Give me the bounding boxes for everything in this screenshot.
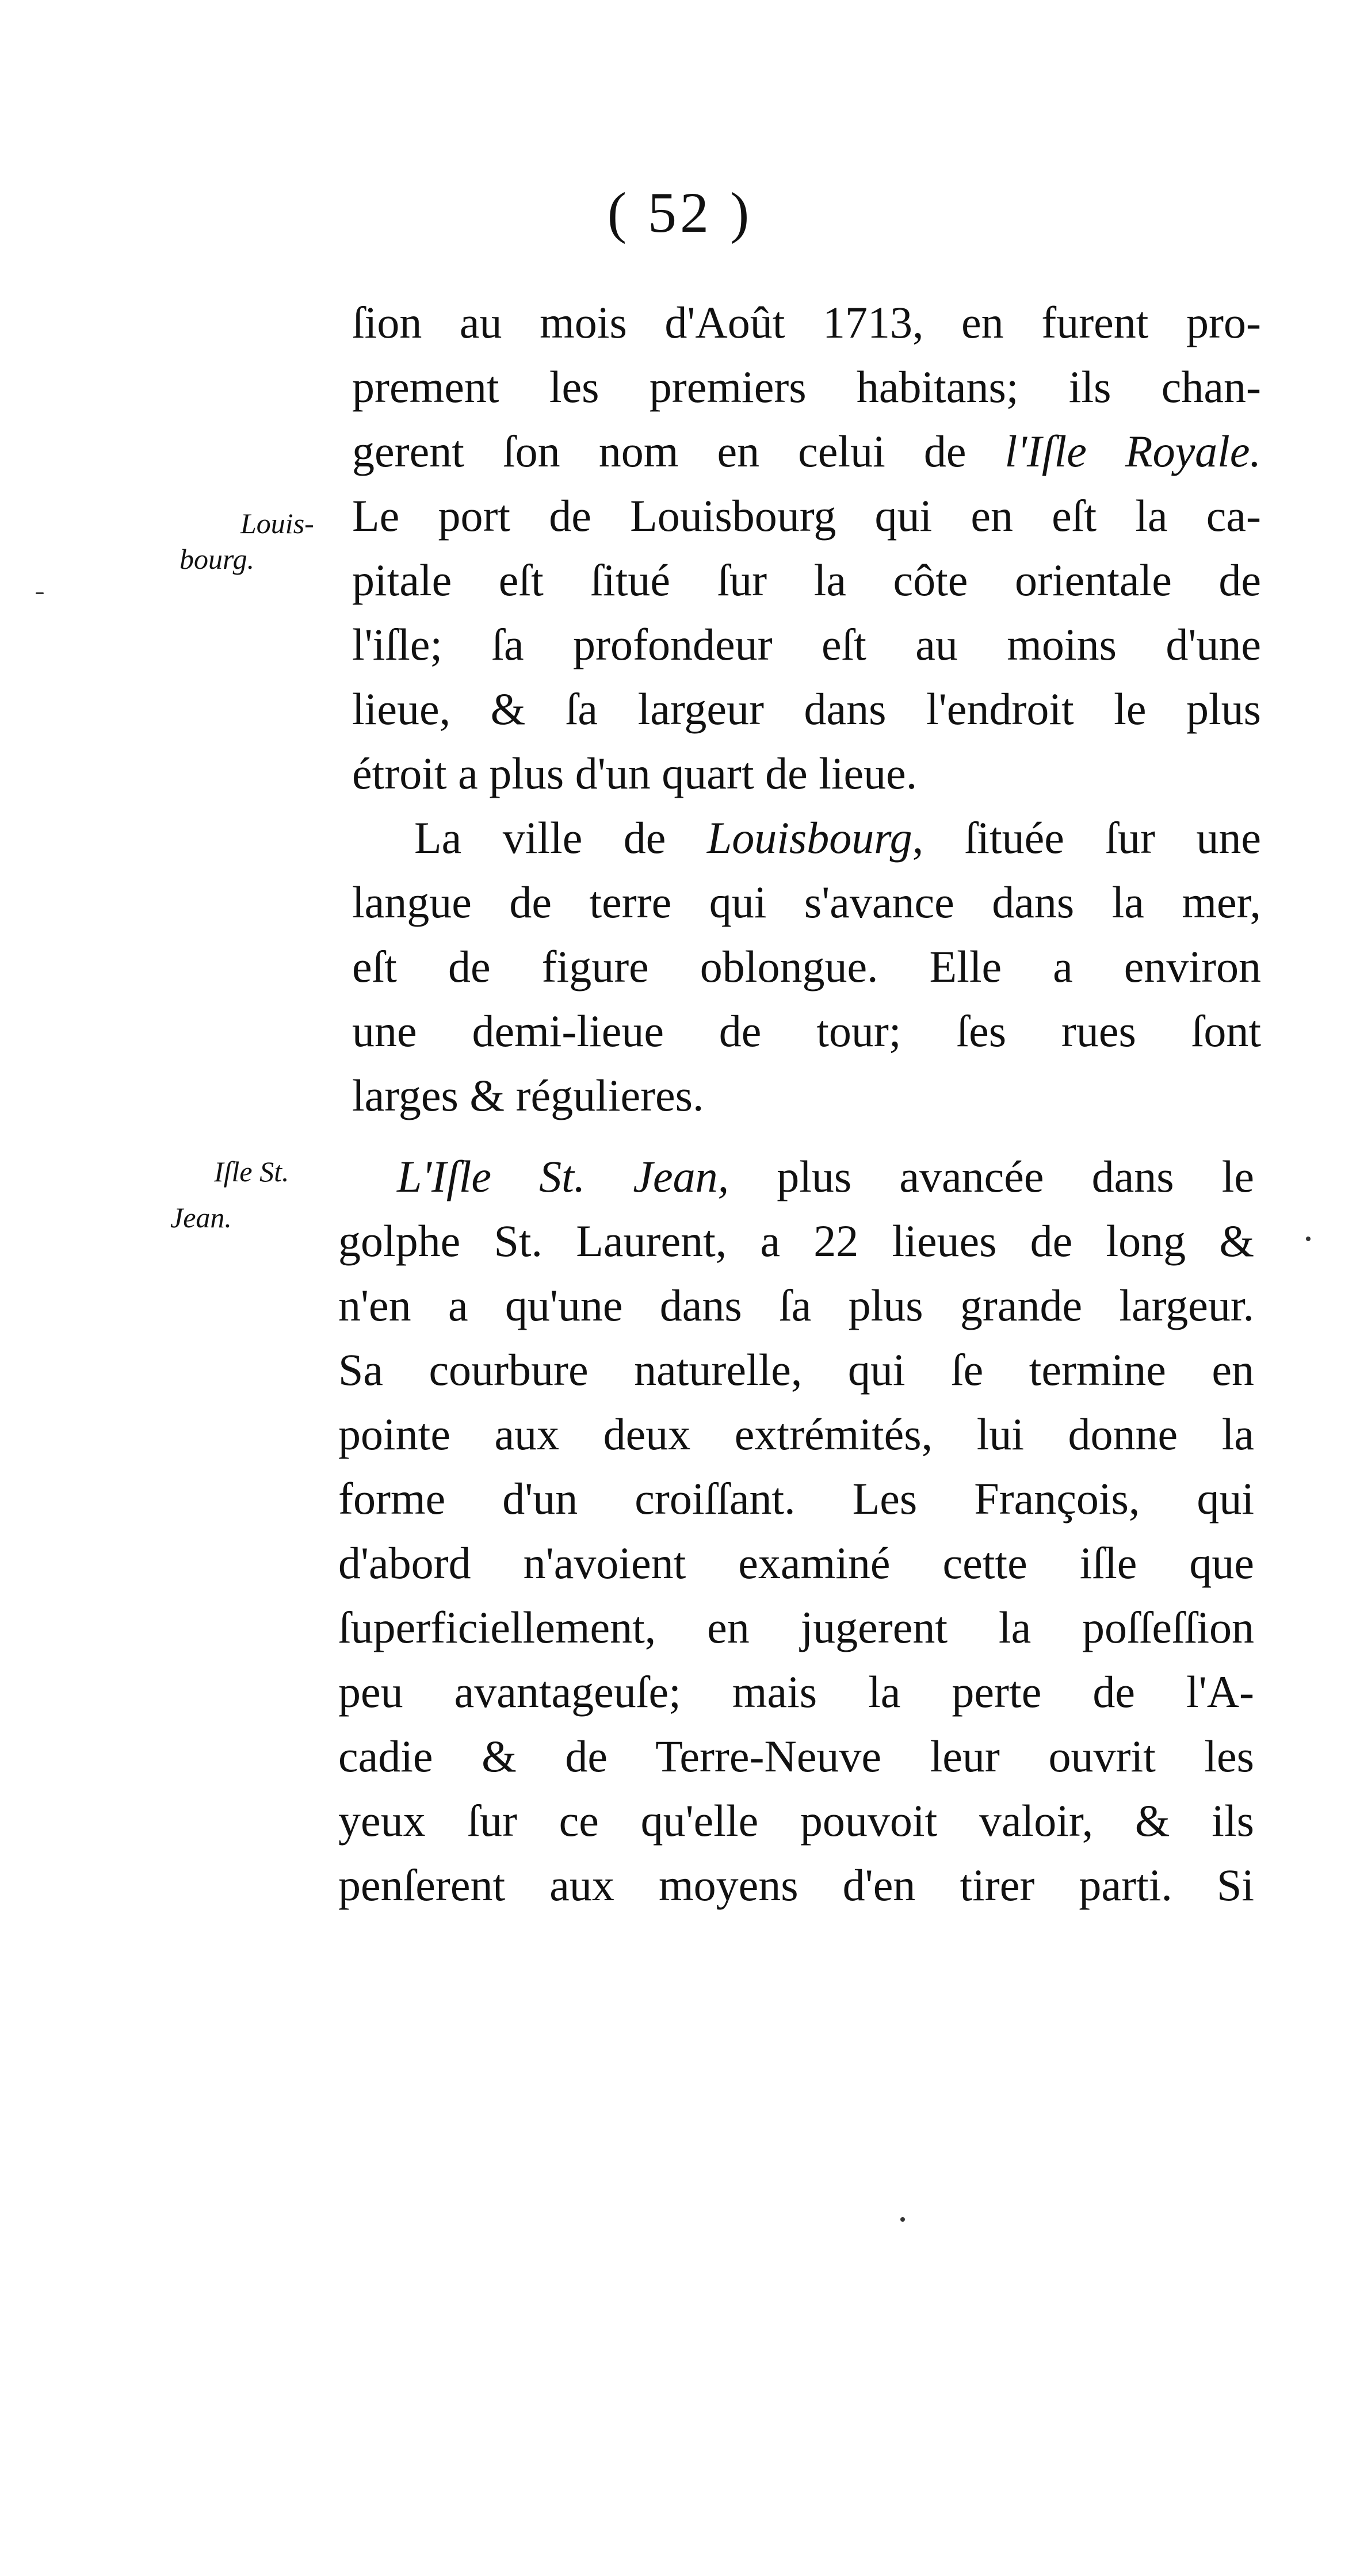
text-line: golphe St. Laurent, a 22 lieues de long & — [338, 1216, 1254, 1266]
paper-speck — [900, 2217, 905, 2222]
text-line: ſion au mois d'Août 1713, en furent pro- — [352, 297, 1261, 347]
text-line — [352, 419, 1261, 484]
text-line: une demi-lieue de tour; ſes rues ſont — [352, 1006, 1261, 1056]
text-span-italic: l'Iſle Royale. — [1004, 426, 1261, 476]
paper-speck — [1306, 1237, 1311, 1241]
text-span: La ville de — [414, 813, 707, 863]
text-line: yeux ſur ce qu'elle pouvoit valoir, & ils — [338, 1796, 1254, 1846]
text-line: d'abord n'avoient examiné cette iſle que — [338, 1538, 1254, 1588]
text-line: eſt de figure oblongue. Elle a environ — [352, 941, 1261, 992]
text-line: peu avantageuſe; mais la perte de l'A- — [338, 1667, 1254, 1717]
text-span-italic: L'Iſle St. Jean, — [397, 1151, 729, 1201]
margin-note-line: Louis- — [240, 507, 314, 539]
text-line: l'iſle; ſa profondeur eſt au moins d'une — [352, 619, 1261, 669]
text-span: plus avancée dans le — [729, 1151, 1254, 1201]
text-line: penſerent aux moyens d'en tirer parti. Si — [338, 1860, 1254, 1910]
text-span: gerent ſon nom en celui de — [352, 426, 1005, 476]
text-line: forme d'un croiſſant. Les François, qui — [338, 1473, 1254, 1524]
text-line: Sa courbure naturelle, qui ſe termine en — [338, 1345, 1254, 1395]
margin-note-line: Iſle St. — [214, 1155, 289, 1188]
margin-note-line: Jean. — [170, 1201, 232, 1234]
text-line: pointe aux deux extrémités, lui donne la — [338, 1409, 1254, 1459]
text-line: larges & régulieres. — [352, 1070, 704, 1120]
text-line: pitale eſt ſitué ſur la côte orientale de — [352, 555, 1261, 605]
text-line — [414, 806, 1261, 870]
text-line: langue de terre qui s'avance dans la mer, — [352, 877, 1261, 927]
text-line: lieue, & ſa largeur dans l'endroit le plus — [352, 684, 1261, 734]
text-line: étroit a plus d'un quart de lieue. — [352, 748, 918, 798]
margin-note-line: bourg. — [179, 543, 255, 575]
page-number: ( 52 ) — [607, 181, 753, 244]
text-span-italic: Louisbourg — [706, 813, 912, 863]
text-line: ſuperficiellement, en jugerent la poſſeſſion — [338, 1602, 1254, 1652]
text-span: , ſituée ſur une — [912, 813, 1261, 863]
text-line: Le port de Louisbourg qui en eſt la ca- — [352, 491, 1261, 541]
text-line: cadie & de Terre-Neuve leur ouvrit les — [338, 1731, 1254, 1781]
paper-speck — [36, 592, 44, 594]
text-line: prement les premiers habitans; ils chan- — [352, 362, 1261, 412]
text-line — [397, 1145, 1254, 1209]
text-line: n'en a qu'une dans ſa plus grande largeur. — [338, 1280, 1254, 1330]
